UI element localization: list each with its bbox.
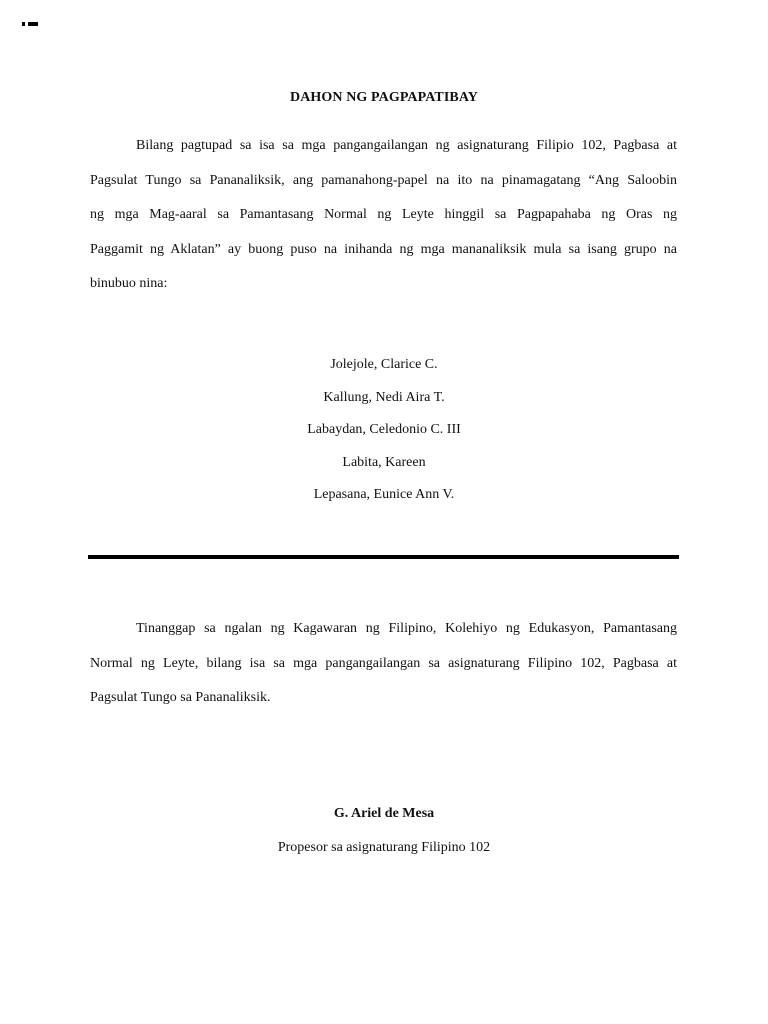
paragraph-line: Normal ng Leyte, bilang isa sa mga pangangailangan sa asignaturang Filipino 102, Pagbasa at <box>90 655 677 671</box>
paragraph-line: Pagsulat Tungo sa Pananaliksik. <box>90 690 271 705</box>
paragraph-line: ng mga Mag-aaral sa Pamantasang Normal ng Leyte hinggil sa Pagpapahaba ng Oras ng <box>90 207 677 222</box>
signatory-position: Propesor sa asignaturang Filipino 102 <box>277 840 491 855</box>
researchers-list <box>0 356 768 519</box>
section-divider <box>88 555 679 559</box>
approval-paragraph <box>90 137 677 310</box>
researcher-name: Labita, Kareen <box>342 454 426 470</box>
researcher-name: Kallung, Nedi Aira T. <box>323 389 445 405</box>
page-marker-icon <box>22 22 38 26</box>
paragraph-line: Pagsulat Tungo sa Pananaliksik, ang pamanahong-papel na ito na pinamagatang “Ang Saloobin <box>90 172 677 188</box>
researcher-name: Jolejole, Clarice C. <box>330 357 438 372</box>
page-title: DAHON NG PAGPAPATIBAY <box>290 90 478 105</box>
paragraph-line: binubuo nina: <box>90 276 168 291</box>
paragraph-line: Bilang pagtupad sa isa sa mga pangangailangan ng asignaturang Filipio 102, Pagbasa at <box>136 138 677 153</box>
researcher-name: Labaydan, Celedonio C. III <box>307 422 461 437</box>
marker-dot <box>22 22 25 26</box>
paragraph-line: Paggamit ng Aklatan” ay buong puso na inihanda ng mga mananaliksik mula sa isang grupo na <box>90 241 677 257</box>
paragraph-line: Tinanggap sa ngalan ng Kagawaran ng Filipino, Kolehiyo ng Edukasyon, Pamantasang <box>136 621 677 636</box>
researcher-name: Lepasana, Eunice Ann V. <box>313 487 455 502</box>
acceptance-paragraph <box>90 620 677 724</box>
marker-bar <box>28 22 38 26</box>
signatory-name: G. Ariel de Mesa <box>333 806 435 821</box>
